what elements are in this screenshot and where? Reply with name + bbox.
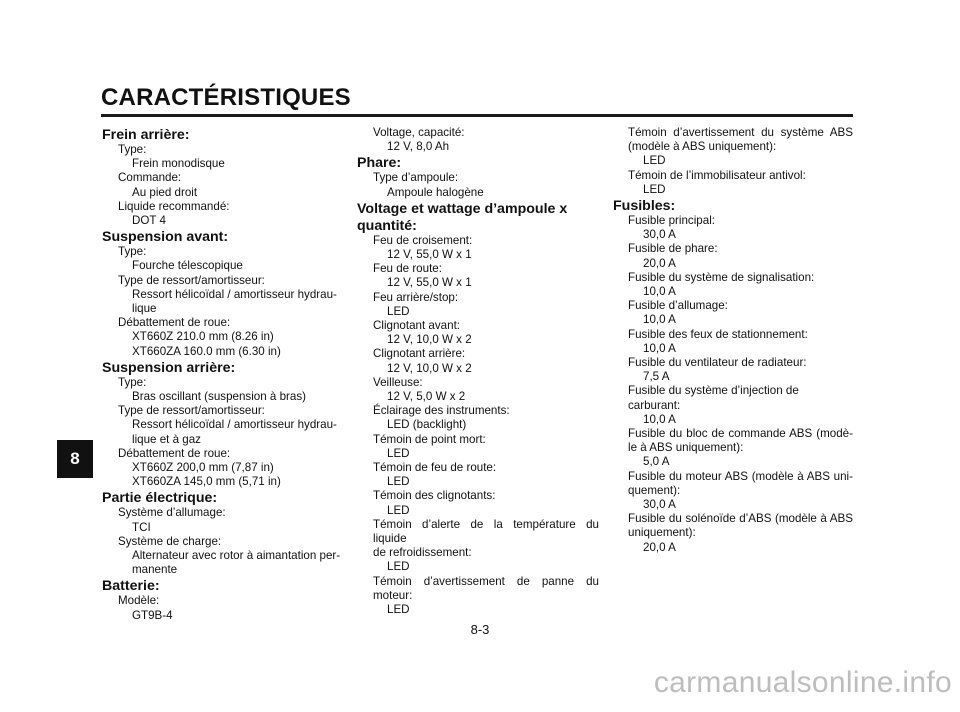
spec-value: 7,5 A (643, 370, 670, 384)
spec-label: Modèle: (118, 594, 160, 608)
section-heading: quantité: (357, 217, 417, 234)
column-left (102, 126, 346, 623)
spec-value: lique (132, 302, 157, 316)
chapter-tab: 8 (57, 440, 93, 478)
page-number: 8-3 (470, 622, 490, 637)
spec-label: Type: (118, 143, 147, 156)
spec-value: 30,0 A (643, 228, 676, 242)
spec-label: Témoin de feu de route: (373, 461, 497, 475)
section-heading: Frein arrière: (102, 127, 190, 143)
spec-label: Témoin de point mort: (373, 432, 486, 446)
spec-label: Témoin des clignotants: (373, 489, 496, 503)
spec-value: 12 V, 55,0 W x 1 (387, 248, 472, 262)
section-heading: Suspension avant: (102, 229, 229, 246)
section-heading: Batterie: (102, 578, 160, 595)
spec-label: Témoin d’alerte de la température du liquide (373, 517, 599, 546)
spec-value: 20,0 A (643, 256, 676, 270)
spec-label: Fusible de phare: (628, 242, 718, 256)
spec-label: Fusible du ventilateur de radiateur: (628, 356, 807, 370)
spec-label: Fusible du moteur ABS (modèle à ABS uni- (628, 469, 853, 483)
spec-value: DOT 4 (132, 214, 166, 228)
spec-value: 12 V, 8,0 Ah (387, 140, 450, 154)
spec-value: XT660ZA 145,0 mm (5,71 in) (132, 475, 281, 489)
spec-value: 20,0 A (643, 540, 676, 554)
section-batterie (102, 578, 346, 622)
spec-label: Liquide recommandé: (118, 199, 230, 213)
spec-value: 12 V, 10,0 W x 2 (387, 361, 472, 375)
section-voltage-ampoule (357, 201, 599, 617)
spec-value: Fourche télescopique (132, 259, 243, 273)
spec-value: Au pied droit (132, 185, 198, 199)
spec-value: LED (387, 503, 410, 517)
spec-value: 12 V, 10,0 W x 2 (387, 333, 472, 347)
spec-value: Ampoule halogène (387, 185, 484, 199)
spec-label: Système d’allumage: (118, 506, 226, 520)
spec-value: 30,0 A (643, 498, 676, 512)
spec-value: Ressort hélicoïdal / amortisseur hydrau- (132, 287, 337, 301)
spec-value: Ressort hélicoïdal / amortisseur hydrau- (132, 418, 337, 432)
spec-value: LED (backlight) (387, 418, 467, 432)
spec-value: 12 V, 5,0 W x 2 (387, 390, 466, 404)
spec-value: XT660ZA 160.0 mm (6.30 in) (132, 344, 281, 358)
spec-label: Fusible des feux de stationnement: (628, 327, 808, 341)
spec-value: 10,0 A (643, 313, 676, 327)
section-heading: Voltage et wattage d’ampoule x (357, 200, 568, 217)
spec-label: Fusible du système d’injection de carburant: (628, 384, 799, 412)
section-suspension-avant (102, 229, 346, 359)
spec-value: Alternateur avec rotor à aimantation per- (132, 549, 341, 563)
spec-label: de refroidissement: (373, 546, 472, 560)
spec-label: Voltage, capacité: (373, 126, 465, 139)
spec-value: TCI (132, 520, 151, 534)
spec-label: Débattement de roue: (118, 316, 231, 330)
spec-label: Fusible du système de signalisation: (628, 270, 815, 284)
spec-value: 10,0 A (643, 412, 676, 426)
spec-label: Fusible du bloc de commande ABS (modè- (628, 427, 853, 441)
spec-label: Type de ressort/amortisseur: (118, 273, 265, 287)
spec-value: manente (132, 563, 178, 577)
spec-value: LED (643, 154, 666, 168)
spec-label: (modèle à ABS uniquement): (628, 140, 777, 154)
spec-value: Bras oscillant (suspension à bras) (132, 390, 306, 404)
spec-label: Clignotant arrière: (373, 347, 466, 361)
section-suspension-arriere (102, 360, 346, 490)
spec-value: LED (387, 603, 410, 617)
title-rule (101, 114, 853, 117)
spec-label: uniquement): (628, 526, 696, 540)
spec-value: Frein monodisque (132, 157, 225, 171)
spec-label: Témoin de l’immobilisateur antivol: (628, 168, 806, 182)
spec-label: Éclairage des instruments: (373, 404, 510, 418)
watermark: carmanualsonline.info (653, 666, 952, 699)
section-heading: Partie électrique: (102, 490, 218, 507)
page-title: CARACTÉRISTIQUES (101, 84, 351, 111)
spec-label: Fusible du solénoïde d’ABS (modèle à ABS (628, 512, 853, 526)
spec-label: Feu de croisement: (373, 233, 473, 247)
column-middle (357, 126, 599, 617)
section-phare (357, 155, 599, 199)
spec-label: moteur: (373, 588, 413, 602)
spec-label: le à ABS uniquement): (628, 441, 744, 455)
spec-value: GT9B-4 (132, 608, 173, 622)
spec-value: LED (387, 304, 410, 318)
spec-label: Témoin d’avertissement du système ABS (628, 126, 853, 139)
spec-label: Type d’ampoule: (373, 171, 459, 185)
spec-value: LED (643, 182, 666, 196)
spec-value: lique et à gaz (132, 432, 201, 446)
spec-value: LED (387, 560, 410, 574)
section-heading: Phare: (357, 155, 402, 172)
spec-value: LED (387, 475, 410, 489)
spec-value: XT660Z 200,0 mm (7,87 in) (132, 461, 274, 475)
spec-label: Type de ressort/amortisseur: (118, 404, 265, 418)
spec-label: Débattement de roue: (118, 446, 231, 460)
spec-value: LED (387, 446, 410, 460)
spec-label: Feu de route: (373, 262, 442, 276)
section-heading: Fusibles: (613, 198, 676, 215)
spec-label: Type: (118, 375, 147, 389)
spec-label: Fusible d’allumage: (628, 299, 728, 313)
spec-label: Commande: (118, 171, 182, 185)
section-fusibles (613, 198, 853, 555)
spec-label: Clignotant avant: (373, 319, 461, 333)
spec-label: Témoin d’avertissement de panne du (373, 574, 599, 588)
spec-label: Système de charge: (118, 534, 222, 548)
spec-label: Feu arrière/stop: (373, 290, 459, 304)
spec-label: Fusible principal: (628, 214, 715, 228)
spec-label: quement): (628, 483, 681, 497)
spec-value: 10,0 A (643, 285, 676, 299)
spec-value: 12 V, 55,0 W x 1 (387, 276, 472, 290)
section-heading: Suspension arrière: (102, 359, 236, 376)
spec-label: Type: (118, 245, 147, 259)
spec-value: XT660Z 210.0 mm (8.26 in) (132, 330, 274, 344)
section-frein-arriere (102, 127, 346, 228)
spec-value: 10,0 A (643, 341, 676, 355)
spec-label: Veilleuse: (373, 375, 423, 389)
section-partie-electrique (102, 490, 346, 577)
column-right (613, 126, 853, 555)
spec-value: 5,0 A (643, 455, 670, 469)
